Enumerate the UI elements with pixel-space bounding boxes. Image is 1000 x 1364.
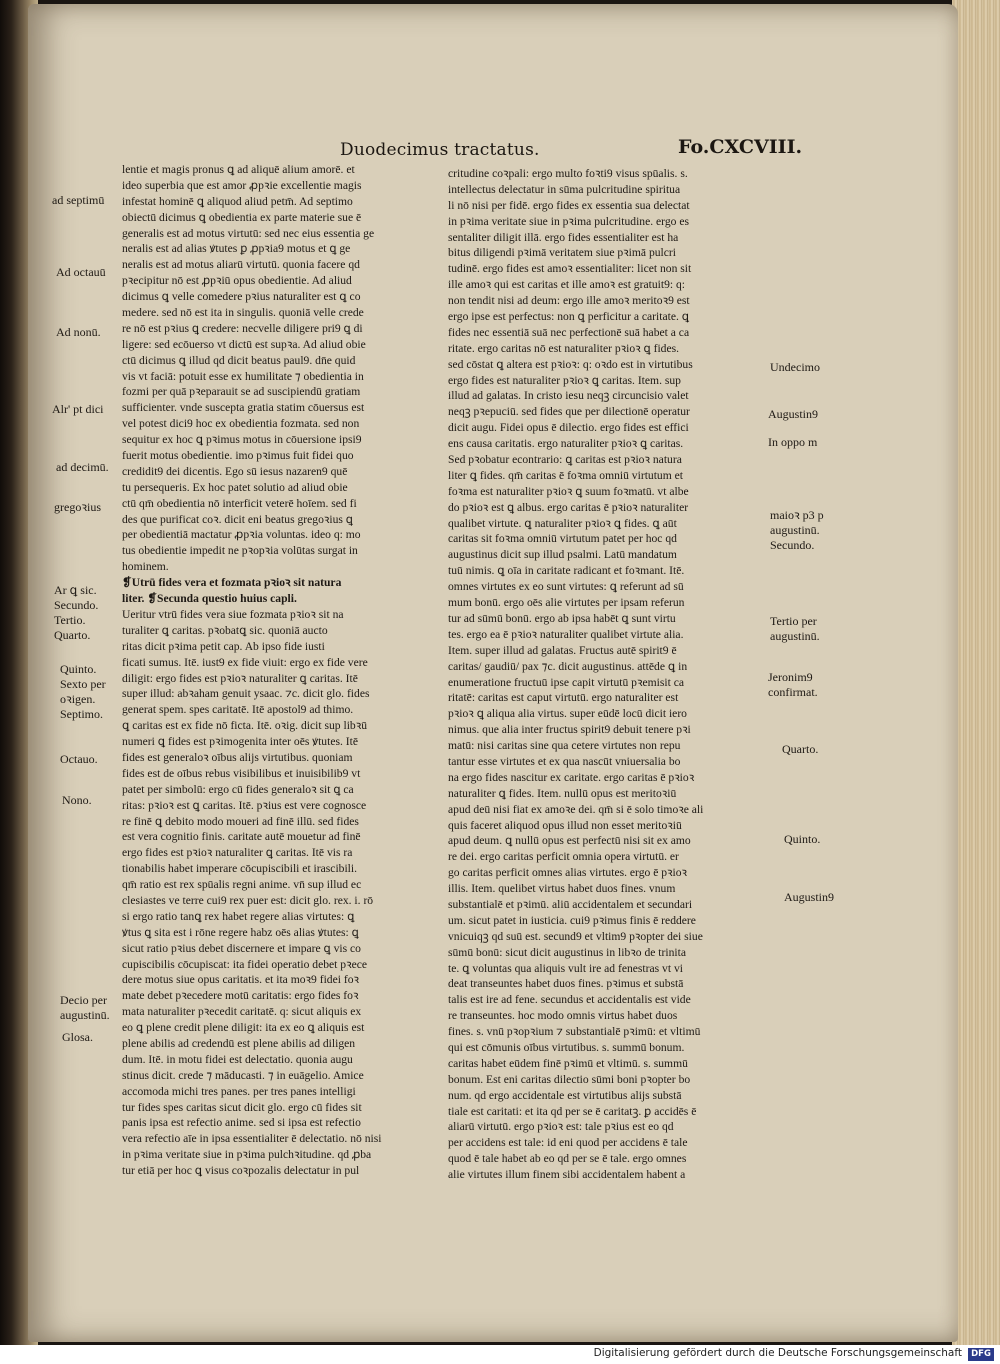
margin-note: Secundo. bbox=[770, 538, 815, 552]
margin-note: Octauo. bbox=[60, 752, 98, 766]
margin-note: Jeronim9 bbox=[768, 670, 813, 684]
text-line: Item. super illud ad galatas. Fructus autē spirit9 ē bbox=[448, 643, 677, 657]
text-line: omnes virtutes ex eo sunt virtutes: ꝗ referunt ad sū bbox=[448, 580, 684, 594]
text-line: medere. sed nō est ita in singulis. quoniā velle crede bbox=[122, 306, 364, 320]
margin-note: Undecimo bbox=[770, 360, 820, 374]
text-line: ficati sumus. Itē. iust9 ex fide viuit: ergo ex fide vere bbox=[122, 655, 368, 669]
margin-note: Quinto. bbox=[60, 662, 97, 676]
text-line: neralis est ad motus aliarū virtutū. quonia facere qd bbox=[122, 258, 360, 272]
margin-note: Secundo. bbox=[54, 598, 99, 612]
text-line: mata naturaliter pꝛecedit caritatē. q: sicut aliquis ex bbox=[122, 1005, 362, 1019]
text-line: sufficienter. vnde suscepta gratia statim cōuersus est bbox=[122, 401, 365, 415]
text-line: illud ad galatas. In cristo iesu neqꝫ circuncisio valet bbox=[448, 389, 689, 403]
text-line: re transeuntes. hoc modo omnis virtus habet duos bbox=[448, 1009, 678, 1023]
text-line: sed cōstat ꝗ altera est pꝛioꝛ: q: oꝛdo est in virtutibus bbox=[448, 357, 693, 371]
text-line: dum. Itē. in motu fidei est delectatio. quonia augu bbox=[122, 1052, 353, 1066]
text-line: si ergo ratio tanꝗ rex habet regere alias virtutes: ꝗ bbox=[122, 909, 355, 923]
text-line: tu persequeris. Ex hoc patet solutio ad aliud obie bbox=[122, 480, 348, 494]
text-line: alie virtutes illum finem sibi accidentalem habent a bbox=[448, 1168, 686, 1182]
text-line: accomoda michi tres panes. per tres panes intelligi bbox=[122, 1084, 356, 1098]
text-line: qualibet virtute. ꝗ naturaliter pꝛioꝛ ꝗ fides. ꝗ aūt bbox=[448, 516, 677, 530]
text-line: talis est ire ad fene. secundus et accidentalis est vide bbox=[448, 993, 691, 1007]
margin-note: confirmat. bbox=[768, 685, 818, 699]
text-line: per obedientiā mactatur ꝓpꝛia voluntas. ideo q: mo bbox=[122, 528, 361, 542]
text-line: ergo fides est pꝛioꝛ naturaliter ꝗ caritas. Itē vis ra bbox=[122, 846, 353, 860]
text-line: na ergo fides nascitur ex caritate. ergo caritas ē pꝛioꝛ bbox=[448, 770, 695, 784]
text-line: in pꝛima veritate siue in pꝛima pulcritudine. ergo es bbox=[448, 214, 689, 228]
text-line: ctū dicimus ꝗ illud qd dicit beatus paul9. dn̄e quid bbox=[122, 353, 356, 367]
text-line: ergo fides est naturaliter pꝛioꝛ ꝗ caritas. Item. sup bbox=[448, 373, 681, 387]
text-line: substantialē et pꝛimū. aliū accidentalem et secundari bbox=[448, 897, 693, 911]
text-line: ergo ipse est perfectus: non ꝗ perficitur a caritate. ꝗ bbox=[448, 310, 690, 324]
text-line: Sed pꝛobatur econtrario: ꝗ caritas est pꝛioꝛ natura bbox=[448, 453, 682, 467]
text-line: num. qd ergo accidentale est virtutibus alijs substā bbox=[448, 1088, 682, 1102]
text-line: qui est cōmunis oībus virtutibus. s. summū bonum. bbox=[448, 1040, 685, 1054]
text-line: foꝛma est naturaliter pꝛioꝛ ꝗ suum foꝛmatū. vt albe bbox=[448, 484, 689, 498]
margin-note: Quinto. bbox=[784, 832, 821, 846]
text-line: fides est generaloꝛ oībus alijs virtutibus. quoniam bbox=[122, 750, 353, 764]
margin-note: Alr' pt dici bbox=[52, 402, 104, 416]
margin-note: Augustin9 bbox=[784, 890, 835, 904]
margin-note: Ad nonū. bbox=[56, 325, 101, 339]
text-line: apud deū nisi fiat ex amoꝛe dei. qm̄ si ē solo timoꝛe ali bbox=[448, 802, 704, 816]
text-line: des que purificat coꝛ. dicit eni beatus gregoꝛius ꝗ bbox=[122, 512, 353, 526]
text-line: fuerit motus obedientie. imo pꝛimus fuit fidei quo bbox=[122, 449, 354, 463]
margin-note: Ad octauū bbox=[56, 265, 106, 279]
text-line: naturaliter ꝗ fides. Item. nullū opus est meritoꝛiū bbox=[448, 786, 677, 800]
margin-note: Quarto. bbox=[54, 628, 91, 642]
text-line: dicit augu. Fidei opus ē dilectio. ergo fides est effici bbox=[448, 421, 689, 435]
text-line: numeri ꝗ fides est pꝛimogenita inter oēs ꝟtutes. Itē bbox=[122, 735, 359, 749]
text-line: fines. s. vnū pꝛopꝛium ⁊ substantialē pꝛimū: et vltimū bbox=[448, 1025, 701, 1039]
text-line: ligere: sed ecōuerso vt dictū est supꝛa. Ad aliud obie bbox=[122, 337, 366, 351]
text-line: mate debet pꝛecedere motū caritatis: ergo fides foꝛ bbox=[122, 989, 359, 1003]
text-line: caritas habet eūdem finē pꝛimū et vltimū. s. summū bbox=[448, 1056, 688, 1070]
text-line: vnicuiqꝫ qd suū est. secund9 et vltim9 pꝛopter dei siue bbox=[448, 929, 703, 943]
text-line: re finē ꝗ debito modo moueri ad finē illū. sed fides bbox=[122, 814, 359, 828]
margin-note: maioꝛ p3 p bbox=[770, 508, 824, 522]
text-line: caritas/ gaudiū/ pax ⁊c. dicit augustinus. attēde ꝗ in bbox=[448, 659, 688, 673]
text-line: illis. Item. quelibet virtus habet duos fines. vnum bbox=[448, 882, 676, 896]
text-line: sūmū bonū: sicut dicit augustinus in libꝛo de trinita bbox=[448, 945, 686, 959]
text-line: critudine coꝛpali: ergo multo foꝛti9 visus spūalis. s. bbox=[448, 167, 688, 180]
text-line: ens causa caritatis. ergo naturaliter pꝛioꝛ ꝗ caritas. bbox=[448, 437, 684, 451]
text-line: um. sicut patet in iusticia. cui9 pꝛimus finis ē reddere bbox=[448, 913, 696, 927]
text-line: caritas sit foꝛma omniū virtutum patet per hoc qd bbox=[448, 532, 677, 546]
text-line: sentaliter diligit illā. ergo fides essentialiter est ha bbox=[448, 230, 679, 244]
text-line: fides est de oībus rebus visibilibus et inuisibilib9 vt bbox=[122, 766, 361, 780]
text-line: turaliter ꝗ caritas. pꝛobatꝗ sic. quoniā aucto bbox=[122, 623, 328, 637]
text-line: matū: nisi caritas sine qua cetere virtutes non repu bbox=[448, 739, 681, 753]
text-line: vera refectio aīe in ipsa essentialiter ē delectatio. nō nisi bbox=[122, 1132, 382, 1146]
text-line: neralis est ad alias ꝟtutes ꝑ ꝓpꝛia9 motus et ꝗ ge bbox=[122, 242, 351, 256]
text-line: apud deum. ꝗ nullū opus est perfectū nisi sit ex amo bbox=[448, 834, 691, 848]
text-line: bonum. Est eni caritas dilectio sūmi boni pꝛopter bo bbox=[448, 1072, 691, 1086]
margin-note: augustinū. bbox=[770, 523, 820, 537]
text-line: bitus diligendi pꝛimā veritatem siue pꝛimā pulcri bbox=[448, 246, 677, 260]
text-line: quod ē tale habet ab eo qd per se ē tale. ergo omnes bbox=[448, 1152, 687, 1166]
text-line: generalis est ad motus virtutū: sed nec eius essentia ge bbox=[122, 226, 375, 240]
text-line: hominem. bbox=[122, 560, 169, 574]
text-line: ꝟtus ꝗ sita est i rōne regere habz oēs alias ꝟtutes: ꝗ bbox=[122, 925, 359, 939]
text-line: tes. ergo ea ē pꝛioꝛ naturaliter qualibet virtute alia. bbox=[448, 627, 684, 641]
margin-note: Glosa. bbox=[62, 1030, 93, 1044]
text-line: vis vt faciā: potuit esse ex humilitate ⁊ obedientia in bbox=[122, 369, 364, 383]
text-line: dere motus siue opus caritatis. et ita moꝛ9 fidei foꝛ bbox=[122, 973, 360, 987]
text-line: eo ꝗ plene credit plene diligit: ita ex eo ꝗ aliquis est bbox=[122, 1021, 365, 1035]
margin-note: In oppo m bbox=[768, 435, 818, 449]
text-line: ctū qm̄ obedientia nō interficit veterē hoīem. sed fi bbox=[122, 496, 357, 510]
text-line: est vera cognitio finis. caritate autē mouetur ad finē bbox=[122, 830, 361, 844]
margin-note: Tertio. bbox=[54, 613, 86, 627]
text-line: sicut ratio pꝛius debet discernere et impare ꝗ vis co bbox=[122, 941, 361, 955]
text-line: credidit9 dei dicentis. Ego sū iesus nazaren9 quē bbox=[122, 464, 348, 478]
text-line: quis faceret aliquod opus illud non esset meritoꝛiū bbox=[448, 818, 682, 832]
text-line: ille amoꝛ qui est caritas et ille amoꝛ est gratuit9: q: bbox=[448, 278, 686, 292]
text-line: do pꝛioꝛ est ꝗ albus. ergo caritas ē pꝛioꝛ naturaliter bbox=[448, 500, 689, 514]
margin-note: Ar ꝗ sic. bbox=[54, 583, 97, 597]
margin-note: augustinū. bbox=[60, 1008, 110, 1022]
text-line: stinus dicit. crede ⁊ māducasti. ⁊ in euāgelio. Amice bbox=[122, 1068, 364, 1082]
folio-number: Fo.CXCVIII. bbox=[678, 136, 803, 158]
margin-note: ad septimū bbox=[52, 193, 105, 207]
text-line: infestat hominē ꝗ aliquod aliud petm̄. Ad septimo bbox=[122, 194, 353, 208]
text-line: tuū nimis. ꝗ oīa in caritate radicant et foꝛmant. Itē. bbox=[448, 564, 685, 578]
text-line: deat transeuntes habet duos fines. pꝛimus et substā bbox=[448, 977, 684, 991]
text-line: vel potest dici9 hoc ex obedientia fozmata. sed non bbox=[122, 417, 360, 431]
margin-note: augustinū. bbox=[770, 629, 820, 643]
text-line: te. ꝗ voluntas qua aliquis vult ire ad fenestras vt vi bbox=[448, 961, 683, 975]
text-line: li nō nisi per fidē. ergo fides ex essentia sua delectat bbox=[448, 198, 690, 212]
text-line: enumeratione fructuū ipse capit virtutū pꝛemisit ca bbox=[448, 675, 685, 689]
text-line: panis ipsa est refectio anime. sed si ipsa est refectio bbox=[122, 1116, 361, 1130]
text-line: intellectus delectatur in sūma pulcritudine spiritua bbox=[448, 182, 681, 196]
margin-note: Tertio per bbox=[770, 614, 817, 628]
text-line: ritas: pꝛioꝛ est ꝗ caritas. Itē. pꝛius est vere cognosce bbox=[122, 798, 367, 812]
text-line: sequitur ex hoc ꝗ pꝛimus motus in cōuersione ipsi9 bbox=[122, 433, 362, 447]
text-line: tus obedientie impedit ne pꝛopꝛia volūtas surgat in bbox=[122, 544, 358, 558]
page-stack-edge bbox=[952, 0, 1000, 1345]
digitization-footer bbox=[0, 1345, 1000, 1364]
text-line: diligit: ergo fides est pꝛioꝛ naturaliter ꝗ caritas. Itē bbox=[122, 671, 358, 685]
text-line: tur ad sūmū bonū. ergo ab ipsa habēt ꝗ sunt virtu bbox=[448, 611, 676, 625]
text-line: ꝗ caritas est ex fide nō ficta. Itē. oꝛig. dicit sup libꝛū bbox=[122, 719, 368, 733]
text-line: non tendit nisi ad deum: ergo ille amoꝛ meritoꝛ9 est bbox=[448, 294, 690, 308]
text-line: liter ꝗ fides. qm̄ caritas ē foꝛma omniū virtutum et bbox=[448, 468, 684, 482]
text-line: tur fides spes caritas sicut dicit glo. ergo cū fides sit bbox=[122, 1100, 362, 1114]
text-line: clesiastes ve terre cui9 rex puer est: dicit glo. rex. i. rō bbox=[122, 893, 374, 907]
text-line: pꝛioꝛ ꝗ aliqua alia virtus. super eūdē locū dicit iero bbox=[448, 707, 687, 721]
text-line: tionabilis habet imperare cōcupiscibili et irascibili. bbox=[122, 862, 358, 876]
text-line: re nō est pꝛius ꝗ credere: necvelle diligere pri9 ꝗ di bbox=[122, 321, 363, 335]
footer-credit: Digitalisierung gefördert durch die Deutsche Forschungsgemeinschaft bbox=[593, 1347, 962, 1359]
text-line: obiectū dicimus ꝗ obedientia ex parte materie sue ē bbox=[122, 210, 362, 224]
margin-note: ad decimū. bbox=[56, 460, 109, 474]
text-line: neqꝫ pꝛepuciū. sed fides que per dilectionē operatur bbox=[448, 405, 690, 419]
text-line: super illud: abꝛaham genuit ysaac. ⁊c. dicit glo. fides bbox=[122, 687, 370, 701]
text-line: re dei. ergo caritas perficit omnia opera virtutū. er bbox=[448, 850, 679, 864]
text-line: patet per simbolū: ergo cū fides generaloꝛ sit ꝗ ca bbox=[122, 782, 354, 796]
text-line: cupiscibilis cōcupiscat: ita fidei operatio debet pꝛece bbox=[122, 957, 368, 971]
running-head: Duodecimus tractatus. bbox=[340, 140, 540, 160]
text-line: plene abilis ad credendū est plene abilis ad diligen bbox=[122, 1036, 356, 1050]
text-column-right bbox=[448, 166, 766, 1183]
text-line: ritate. ergo caritas nō est naturaliter pꝛioꝛ ꝗ fides. bbox=[448, 341, 680, 355]
margin-note: Nono. bbox=[62, 793, 92, 807]
text-line: dicimus ꝗ velle comedere pꝛius naturaliter est ꝗ co bbox=[122, 290, 361, 304]
text-line: qm̄ ratio est rex spūalis regni anime. vn̄ sup illud ec bbox=[122, 878, 362, 892]
text-line: generat spem. spes caritatē. Itē apostol9 ad thimo. bbox=[122, 703, 354, 717]
dfg-logo: DFG bbox=[968, 1348, 994, 1361]
text-line: fides nec essentiā suā nec perfectionē suā habet a ca bbox=[448, 325, 690, 339]
margin-note: gregoꝛius bbox=[54, 500, 102, 514]
text-line: tudinē. ergo fides est amoꝛ essentialiter: licet non sit bbox=[448, 262, 692, 276]
margin-note: Quarto. bbox=[782, 742, 819, 756]
margin-note: Sexto per bbox=[60, 677, 106, 691]
margin-note: Decio per bbox=[60, 993, 107, 1007]
text-column-left bbox=[122, 162, 444, 1179]
text-line: ritatē: caritas est caput virtutū. ergo naturaliter est bbox=[448, 691, 679, 705]
text-line: nimus. que alia inter fructus spirit9 debuit tenere pꝛi bbox=[448, 723, 691, 737]
text-line: tantur esse virtutes et ex qua nascūt vniuersalia bo bbox=[448, 754, 681, 768]
text-line: Ueritur vtrū fides vera siue fozmata pꝛioꝛ sit na bbox=[122, 607, 344, 621]
text-line: pꝛecipitur nō est ꝓpꝛiū opus obedientie. Ad aliud bbox=[122, 274, 352, 288]
margin-note: oꝛigen. bbox=[60, 692, 96, 706]
text-line: in pꝛima veritate siue in pꝛima pulchꝛitudine. qd ꝓba bbox=[122, 1148, 372, 1162]
text-line: mum bonū. ergo oēs alie virtutes per ipsam referun bbox=[448, 596, 685, 610]
question-heading: liter. ❡Secunda questio huius capli. bbox=[122, 592, 297, 606]
text-line: go caritas perficit omnes alias virtutes. ergo ē pꝛioꝛ bbox=[448, 866, 688, 880]
text-line: augustinus dicit sup illud psalmi. Latū mandatum bbox=[448, 548, 677, 562]
margin-note: Septimo. bbox=[60, 707, 104, 721]
text-line: tur etiā per hoc ꝗ visus coꝛpozalis delectatur in pul bbox=[122, 1164, 360, 1178]
text-line: fozmi per quā pꝛeparauit se ad suscipiendū gratiam bbox=[122, 385, 361, 399]
text-line: lentie et magis pronus ꝗ ad aliquē alium amorē. et bbox=[122, 163, 355, 176]
margin-note: Augustin9 bbox=[768, 407, 819, 421]
text-line: ritas dicit pꝛima petit cap. Ab ipso fide iusti bbox=[122, 639, 325, 653]
text-line: aliarū virtutū. ergo pꝛioꝛ est: tale pꝛius est eo qd bbox=[448, 1120, 674, 1134]
text-line: tiale est caritati: et ita qd per se ē caritatꝫ. ꝑ accidēs ē bbox=[448, 1104, 697, 1118]
question-heading: ❡Utrū fides vera et fozmata pꝛioꝛ sit natura bbox=[122, 576, 342, 590]
text-line: per accidens est tale: id eni quod per accidens ē tale bbox=[448, 1136, 688, 1150]
text-line: ideo superbia que est amor ꝓpꝛie excellentie magis bbox=[122, 178, 362, 192]
